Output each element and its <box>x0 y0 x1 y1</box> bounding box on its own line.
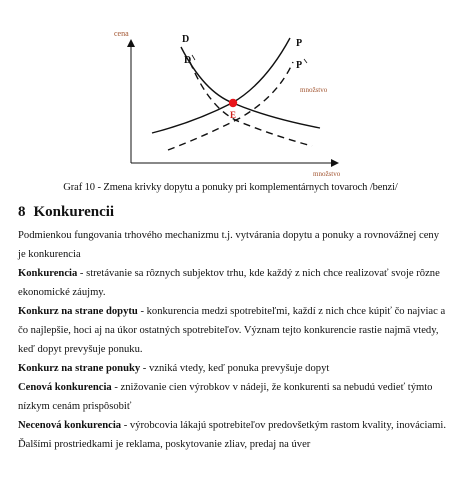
paragraph-text: - konkurencia medzi spotrebiteľmi, každí z nich chce kúpiť čo najviac a čo najlepšie, hoci aj na úkor ostatných spotrebiteľov. Význam tejto konkurencie rastie najmä vtedy, keď dopyt prevyšuje ponuku. <box>18 306 446 355</box>
paragraph-text: - vzniká vtedy, keď ponuka prevyšuje dopyt <box>140 363 330 374</box>
paragraph <box>18 416 448 454</box>
paragraph-text: - výrobcovia lákajú spotrebiteľov predovšetkým rastom kvality, inováciami. Ďalšími prostriedkami je reklama, poskytovanie zliav, predaj na úver <box>18 420 446 450</box>
equilibrium-point <box>229 99 237 107</box>
curve-label-p2: P <box>296 60 303 71</box>
section-title: Konkurencii <box>33 204 115 220</box>
curve-label-d1: D <box>182 34 190 45</box>
section-number: 8 <box>18 204 26 220</box>
paragraph-term: Cenová konkurencia <box>18 382 112 393</box>
paragraph <box>18 226 448 264</box>
y-axis-label: cena <box>114 29 129 38</box>
graph-caption: Graf 10 - Zmena krivky dopytu a ponuky pri komplementárnych tovaroch /benzi/ <box>63 182 398 193</box>
paragraph <box>18 378 448 416</box>
curve-label-d2: D <box>184 55 192 66</box>
paragraph-term: Konkurencia <box>18 268 78 279</box>
paragraph-term: Necenová konkurencia <box>18 420 122 431</box>
paragraph-text: Podmienkou fungovania trhového mechanizmu t.j. vytvárania dopytu a ponuky a rovnovážnej ceny je konkurencia <box>18 230 439 260</box>
paragraph-term: Konkurz na strane ponuky <box>18 363 141 374</box>
x-axis-label-bottom: množstvo <box>313 170 341 178</box>
section-heading <box>18 204 114 221</box>
equilibrium-label: E <box>230 110 237 120</box>
x-axis-label-top: množstvo <box>300 86 328 94</box>
body-text <box>18 226 448 454</box>
supply-demand-graph <box>0 0 461 180</box>
supply-curve-solid <box>152 38 290 133</box>
paragraph <box>18 264 448 302</box>
paragraph <box>18 359 448 378</box>
curve-label-p1: P <box>296 38 303 49</box>
paragraph-term: Konkurz na strane dopytu <box>18 306 138 317</box>
paragraph-text: - stretávanie sa rôznych subjektov trhu, kde každý z nich chce realizovať svoje rôzne ekonomické záujmy. <box>18 268 440 298</box>
paragraph <box>18 302 448 359</box>
paragraph-text: - znižovanie cien výrobkov v nádeji, že konkurenti sa nebudú vedieť týmto nízkym cenám prispôsobiť <box>18 382 433 412</box>
demand-curve-dashed <box>190 62 312 146</box>
